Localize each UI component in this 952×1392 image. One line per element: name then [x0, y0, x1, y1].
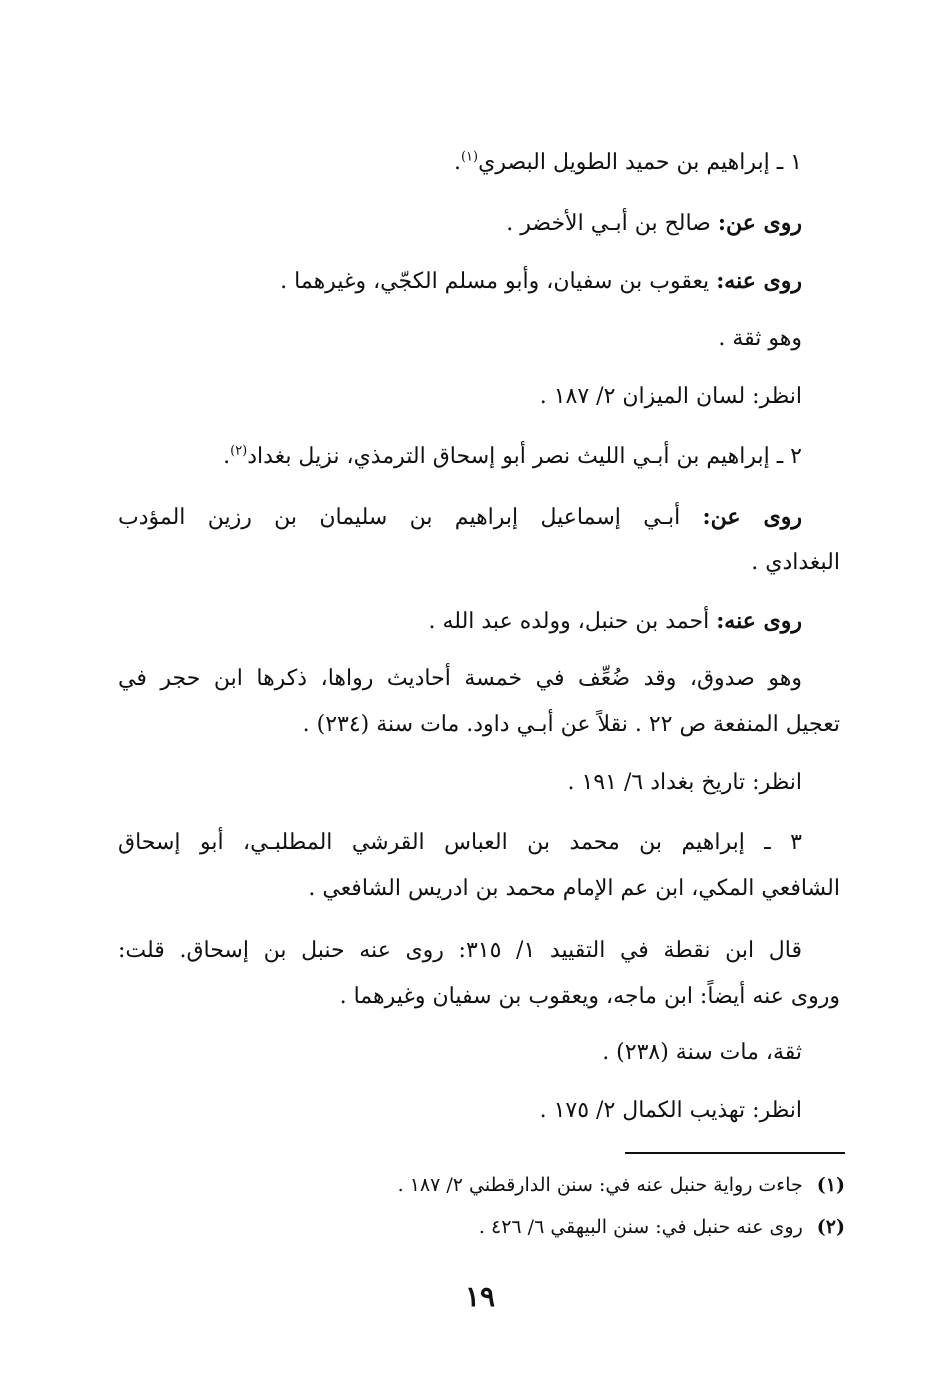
footnote-1: (١)جاءت رواية حنبل عنه في: سنن الدارقطني ٢/ ١٨٧ . [397, 1174, 845, 1196]
entry-2-description-1: وهو صدوق، وقد ضُعِّف في خمسة أحاديث رواها، ذكرها ابن حجر في [118, 666, 802, 691]
footnote-separator [625, 1152, 845, 1154]
entry-3-reference: انظر: تهذيب الكمال ٢/ ١٧٥ . [539, 1098, 802, 1123]
entry-2-narrated-by: روى عنه: أحمد بن حنبل، وولده عبد الله . [428, 608, 802, 634]
footnote-ref-2: (٢) [230, 443, 248, 459]
entry-3-quote-2: وروى عنه أيضاً: ابن ماجه، ويعقوب بن سفيان وغيرهما . [339, 984, 840, 1009]
entry-1-reference: انظر: لسان الميزان ٢/ ١٨٧ . [539, 384, 802, 409]
entry-1-title: ١ ـ إبراهيم بن حميد الطويل البصري$^{(١)}$. [453, 149, 802, 175]
entry-1-grade: وهو ثقة . [718, 326, 802, 351]
entry-3-title-1: ٣ ـ إبراهيم بن محمد بن العباس القرشي المطلبـي، أبو إسحاق [118, 830, 802, 855]
entry-1-narrated-from: روى عن: صالح بن أبـي الأخضر . [506, 210, 802, 236]
entry-2-narrated-from-cont: البغدادي . [751, 550, 840, 575]
page-number: ١٩ [464, 1280, 496, 1313]
entry-1-narrated-by: روى عنه: يعقوب بن سفيان، وأبو مسلم الكجّي، وغيرهما . [280, 268, 802, 294]
entry-2-title: ٢ ـ إبراهيم بن أبـي الليث نصر أبو إسحاق الترمذي، نزيل بغداد$^{(٢)}$. [223, 443, 802, 469]
entry-2-narrated-from: روى عن: أبـي إسماعيل إبراهيم بن سليمان بن رزين المؤدب [118, 504, 802, 530]
entry-3-title-2: الشافعي المكي، ابن عم الإمام محمد بن ادريس الشافعي . [308, 876, 840, 901]
entry-2-reference: انظر: تاريخ بغداد ٦/ ١٩١ . [567, 770, 802, 795]
entry-3-grade: ثقة، مات سنة (٢٣٨) . [602, 1040, 802, 1065]
entry-3-quote-1: قال ابن نقطة في التقييد ١/ ٣١٥: روى عنه حنبل بن إسحاق. قلت: [118, 938, 802, 963]
entry-2-description-2: تعجيل المنفعة ص ٢٢ . نقلاً عن أبـي داود. مات سنة (٢٣٤) . [302, 712, 840, 737]
footnote-2: (٢)روى عنه حنبل في: سنن البيهقي ٦/ ٤٢٦ . [478, 1216, 845, 1238]
footnote-ref-1: (١) [460, 149, 479, 165]
